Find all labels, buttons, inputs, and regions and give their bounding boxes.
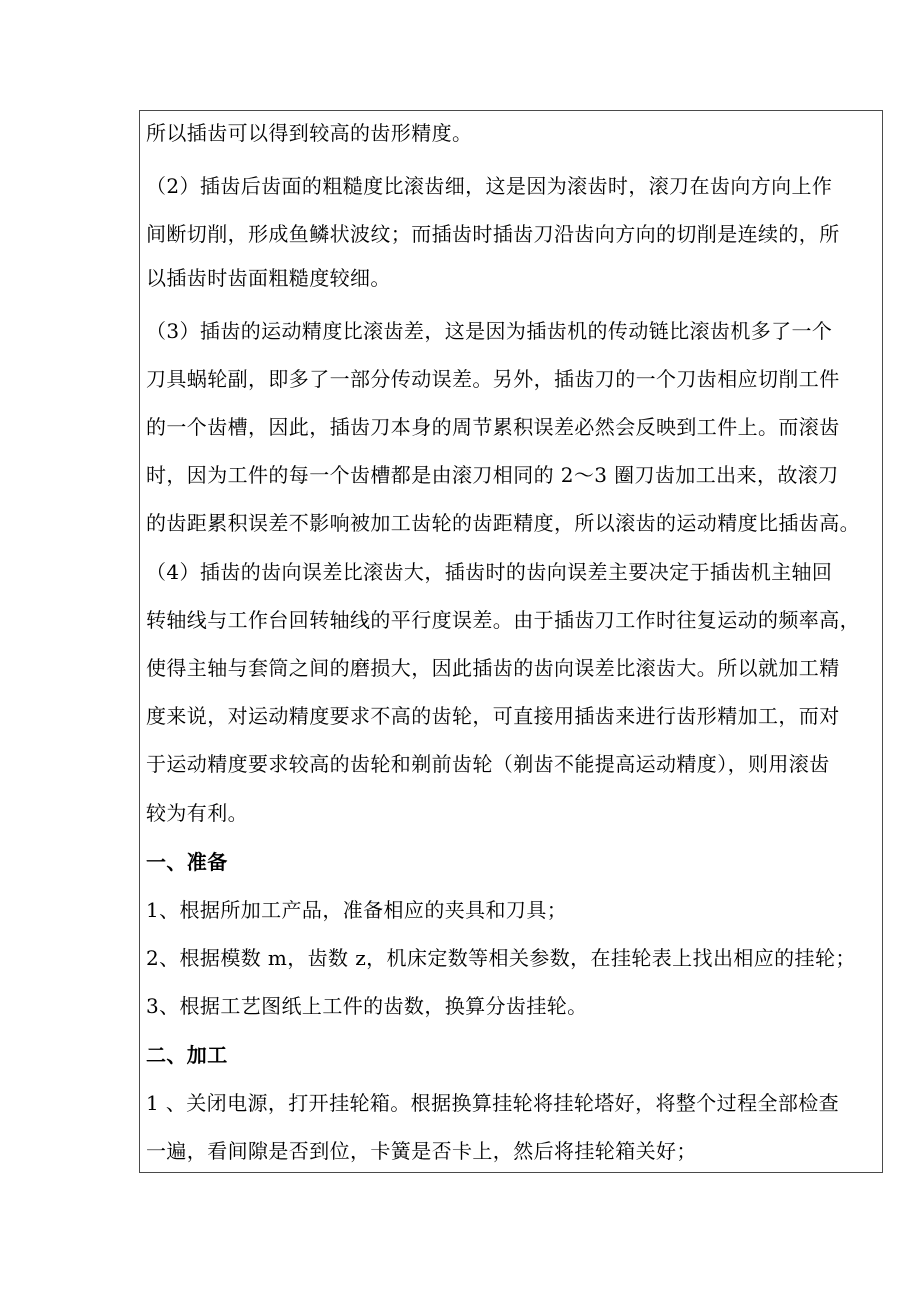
text-line: 的齿距累积误差不影响被加工齿轮的齿距精度，所以滚齿的运动精度比插齿高。 bbox=[146, 511, 860, 535]
text-line: 一遍，看间隙是否到位，卡簧是否卡上，然后将挂轮箱关好； bbox=[146, 1139, 697, 1163]
text-line: 度来说，对运动精度要求不高的齿轮，可直接用插齿来进行齿形精加工，而对 bbox=[146, 704, 840, 728]
text-line: （3）插齿的运动精度比滚齿差，这是因为插齿机的传动链比滚齿机多了一个 bbox=[146, 319, 833, 343]
section-heading: 一、准备 bbox=[146, 850, 228, 874]
text-line: 所以插齿可以得到较高的齿形精度。 bbox=[146, 121, 473, 145]
text-line: 时，因为工件的每一个齿槽都是由滚刀相同的 2～3 圈刀齿加工出来，故滚刀 bbox=[146, 463, 839, 487]
text-line: 较为有利。 bbox=[146, 801, 248, 825]
text-line: 转轴线与工作台回转轴线的平行度误差。由于插齿刀工作时往复运动的频率高， bbox=[146, 608, 860, 632]
text-line: 1 、关闭电源，打开挂轮箱。根据换算挂轮将挂轮塔好，将整个过程全部检查 bbox=[146, 1091, 840, 1115]
text-line: 使得主轴与套筒之间的磨损大，因此插齿的齿向误差比滚齿大。所以就加工精 bbox=[146, 656, 840, 680]
text-line: 以插齿时齿面粗糙度较细。 bbox=[146, 266, 391, 290]
text-line: （2）插齿后齿面的粗糙度比滚齿细，这是因为滚齿时，滚刀在齿向方向上作 bbox=[146, 174, 833, 198]
text-line: 刀具蜗轮副，即多了一部分传动误差。另外，插齿刀的一个刀齿相应切削工件 bbox=[146, 367, 840, 391]
text-line: （4）插齿的齿向误差比滚齿大，插齿时的齿向误差主要决定于插齿机主轴回 bbox=[146, 560, 833, 584]
text-line: 于运动精度要求较高的齿轮和剃前齿轮（剃齿不能提高运动精度），则用滚齿 bbox=[146, 752, 830, 776]
section-heading: 二、加工 bbox=[146, 1043, 228, 1067]
text-line: 1、根据所加工产品，准备相应的夹具和刀具； bbox=[146, 898, 568, 922]
text-line: 2、根据模数 m，齿数 z，机床定数等相关参数，在挂轮表上找出相应的挂轮； bbox=[146, 946, 856, 970]
text-line: 的一个齿槽，因此，插齿刀本身的周节累积误差必然会反映到工件上。而滚齿 bbox=[146, 415, 840, 439]
text-line: 3、根据工艺图纸上工件的齿数，换算分齿挂轮。 bbox=[146, 994, 588, 1018]
text-line: 间断切削，形成鱼鳞状波纹；而插齿时插齿刀沿齿向方向的切削是连续的，所 bbox=[146, 222, 840, 246]
